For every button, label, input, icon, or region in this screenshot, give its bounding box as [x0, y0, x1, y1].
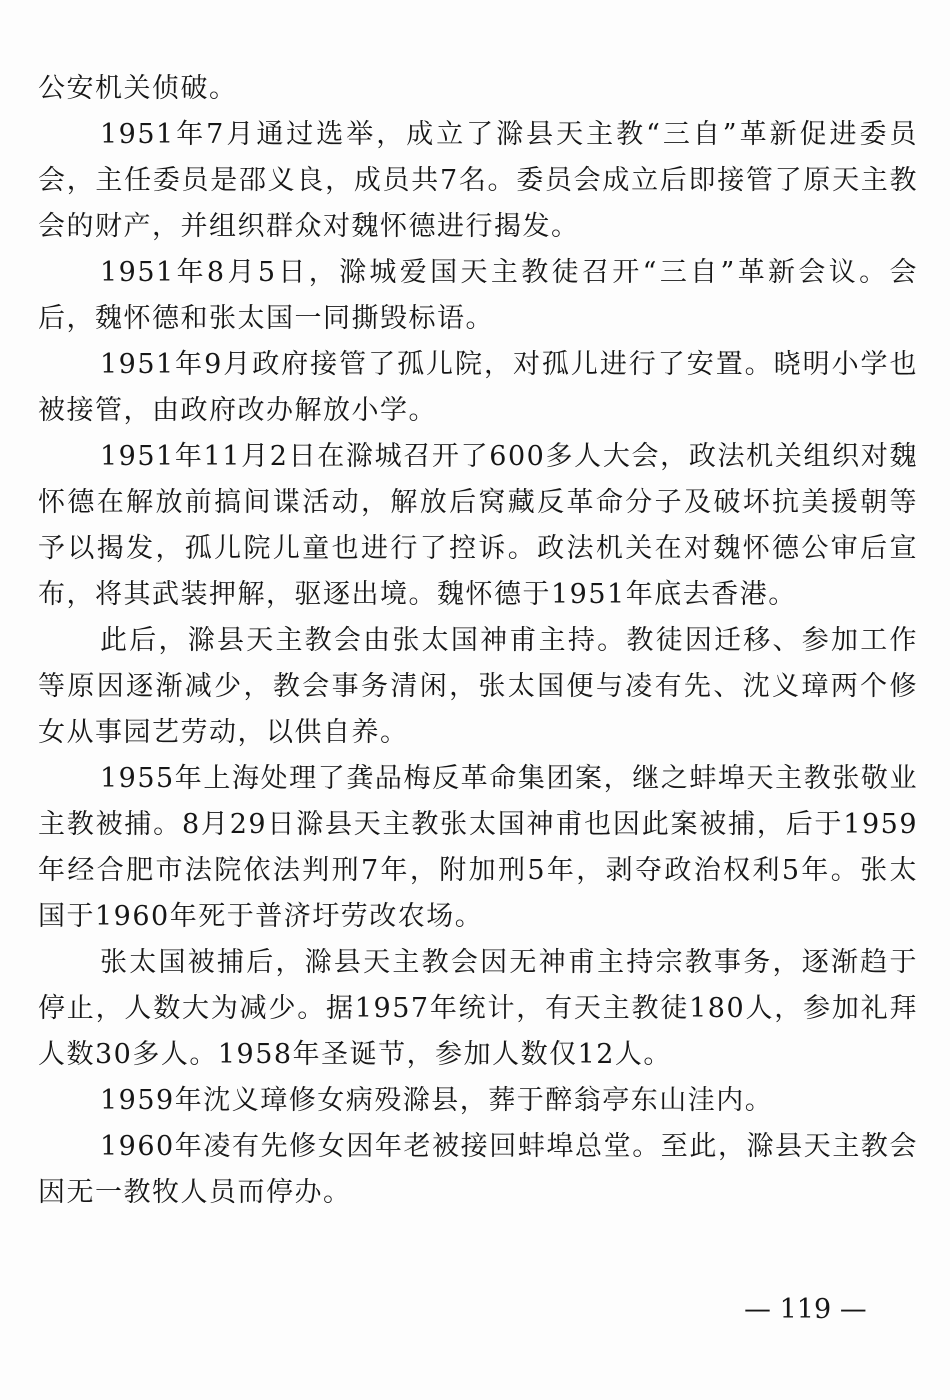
paragraph: 1951年8月5日，滁城爱国天主教徒召开“三自”革新会议。会后，魏怀德和张太国一同撕毁标语。	[38, 257, 918, 334]
page-number-dash-right: —	[839, 1294, 867, 1325]
body-text	[38, 66, 918, 1216]
paragraph: 公安机关侦破。	[38, 73, 238, 104]
page-number-footer	[744, 1294, 894, 1325]
paragraph: 1951年11月2日在滁城召开了600多人大会，政法机关组织对魏怀德在解放前搞间谍活动，解放后窝藏反革命分子及破坏抗美援朝等予以揭发，孤儿院儿童也进行了控诉。政法机关在对魏怀德公审后宣布，将其武装押解，驱逐出境。魏怀德于1951年底去香港。	[38, 441, 918, 610]
paragraph: 1959年沈义璋修女病殁滁县，葬于醉翁亭东山洼内。	[100, 1085, 774, 1116]
paragraph: 1951年9月政府接管了孤儿院，对孤儿进行了安置。晓明小学也被接管，由政府改办解放小学。	[38, 349, 918, 426]
paragraph: 1955年上海处理了龚品梅反革命集团案，继之蚌埠天主教张敬业主教被捕。8月29日滁县天主教张太国神甫也因此案被捕，后于1959年经合肥市法院依法判刑7年，附加刑5年，剥夺政治权利5年。张太国于1960年死于普济圩劳改农场。	[38, 763, 918, 932]
paragraph: 此后，滁县天主教会由张太国神甫主持。教徒因迁移、参加工作等原因逐渐减少，教会事务清闲，张太国便与凌有先、沈义璋两个修女从事园艺劳动，以供自养。	[38, 625, 918, 748]
paragraph: 张太国被捕后，滁县天主教会因无神甫主持宗教事务，逐渐趋于停止，人数大为减少。据1957年统计，有天主教徒180人，参加礼拜人数30多人。1958年圣诞节，参加人数仅12人。	[38, 947, 918, 1070]
paragraph: 1951年7月通过选举，成立了滁县天主教“三自”革新促进委员会，主任委员是邵义良，成员共7名。委员会成立后即接管了原天主教会的财产，并组织群众对魏怀德进行揭发。	[38, 119, 918, 242]
page-number: 119	[779, 1294, 832, 1325]
paragraph: 1960年凌有先修女因年老被接回蚌埠总堂。至此，滁县天主教会因无一教牧人员而停办。	[38, 1131, 918, 1208]
page-number-dash-left: —	[744, 1294, 771, 1325]
